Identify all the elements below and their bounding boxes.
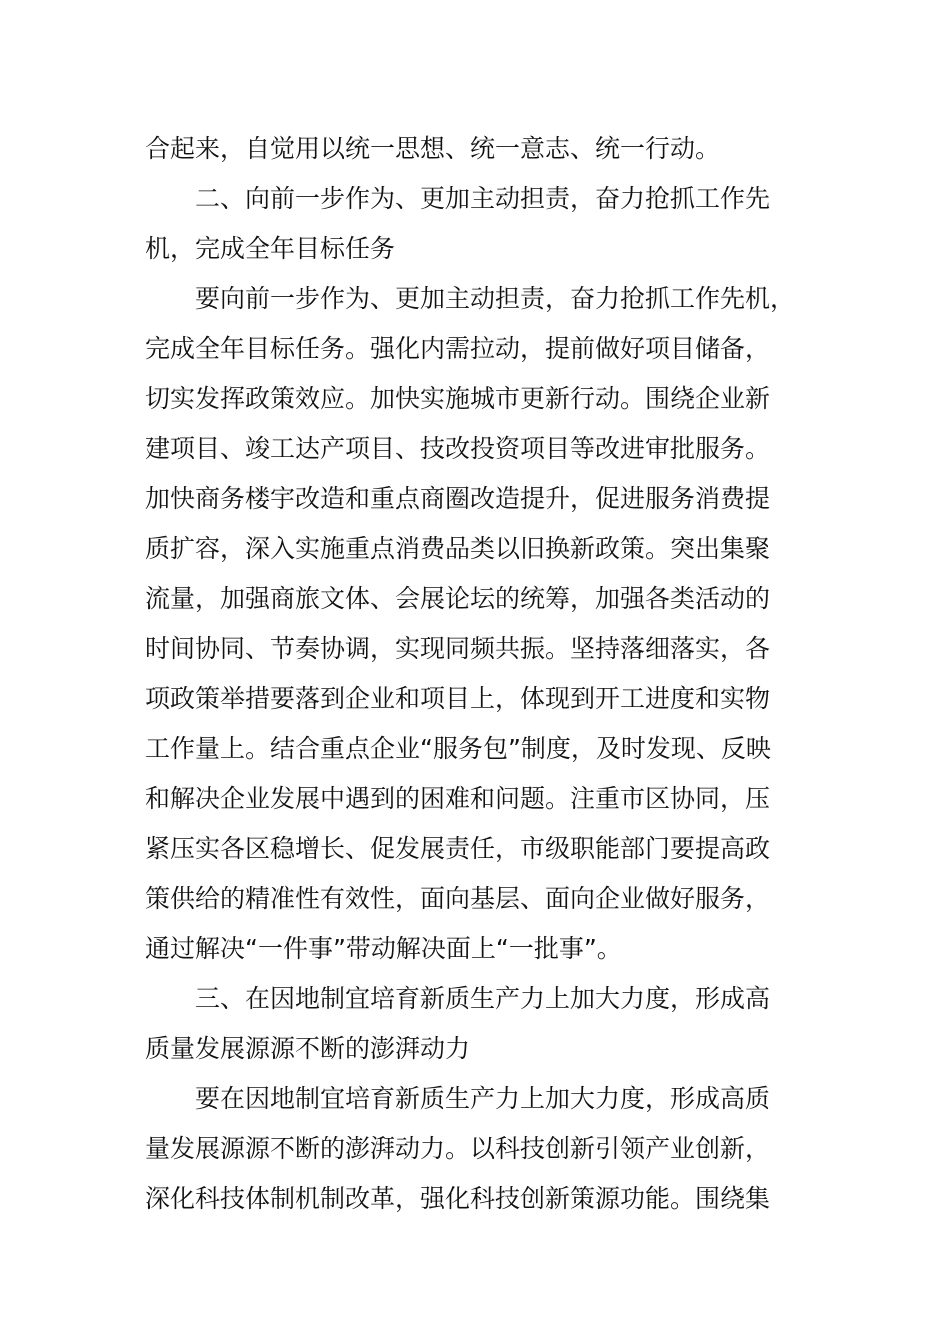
text-line: 建项目、竣工达产项目、技改投资项目等改进审批服务。 [145, 434, 771, 463]
section-heading-3-line-1: 三、在因地制宜培育新质生产力上加大力度，形成高 [195, 984, 771, 1013]
text-line: 流量，加强商旅文体、会展论坛的统筹，加强各类活动的 [145, 584, 771, 613]
body-text [145, 124, 825, 1224]
text-line: 量发展源源不断的澎湃动力。以科技创新引领产业创新， [145, 1134, 771, 1163]
text-line: 合起来，自觉用以统一思想、统一意志、统一行动。 [145, 134, 721, 163]
text-line: 项政策举措要落到企业和项目上，体现到开工进度和实物 [145, 684, 771, 713]
text-line: 紧压实各区稳增长、促发展责任，市级职能部门要提高政 [145, 834, 771, 863]
text-line: 通过解决“一件事”带动解决面上“一批事”。 [145, 934, 622, 963]
text-line: 要向前一步作为、更加主动担责，奋力抢抓工作先机， [195, 284, 796, 313]
text-line: 质扩容，深入实施重点消费品类以旧换新政策。突出集聚 [145, 534, 771, 563]
text-line: 加快商务楼宇改造和重点商圈改造提升，促进服务消费提 [145, 484, 771, 513]
section-heading-2-line-1: 二、向前一步作为、更加主动担责，奋力抢抓工作先 [195, 184, 771, 213]
text-line: 要在因地制宜培育新质生产力上加大力度，形成高质 [195, 1084, 771, 1113]
text-line: 切实发挥政策效应。加快实施城市更新行动。围绕企业新 [145, 384, 771, 413]
text-line: 策供给的精准性有效性，面向基层、面向企业做好服务， [145, 884, 771, 913]
text-line: 工作量上。结合重点企业“服务包”制度，及时发现、反映 [145, 734, 771, 763]
text-line: 完成全年目标任务。强化内需拉动，提前做好项目储备， [145, 334, 771, 363]
section-heading-2-line-2: 机，完成全年目标任务 [145, 234, 396, 263]
section-heading-3-line-2: 质量发展源源不断的澎湃动力 [145, 1034, 471, 1063]
text-line: 时间协同、节奏协调，实现同频共振。坚持落细落实，各 [145, 634, 771, 663]
text-line: 深化科技体制机制改革，强化科技创新策源功能。围绕集 [145, 1184, 771, 1213]
text-line: 和解决企业发展中遇到的困难和问题。注重市区协同，压 [145, 784, 771, 813]
